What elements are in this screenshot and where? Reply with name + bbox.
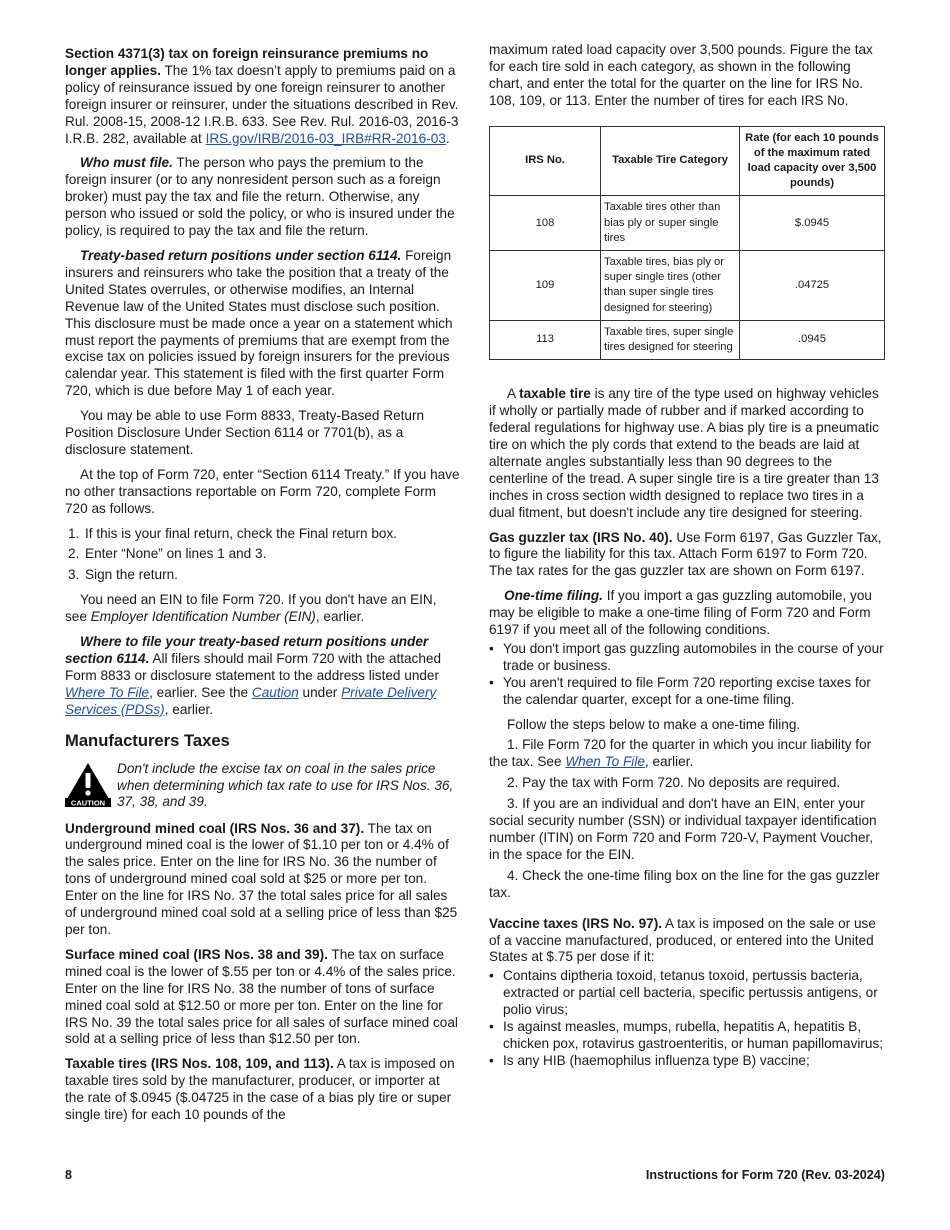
list-item: 2. Enter “None” on lines 1 and 3. bbox=[68, 546, 267, 562]
where-to-file-heading: Where to file your treaty-based return positions under section 6114. bbox=[65, 634, 429, 666]
caution-box bbox=[65, 761, 461, 812]
table-row: 108 Taxable tires other than bias ply or super single tires $.0945 bbox=[490, 196, 885, 251]
reinsurance-paragraph: Section 4371(3) tax on foreign reinsurance premiums no longer applies. The 1% tax doesn’t apply to premiums paid on a policy of reinsurance issued by one foreign reinsurer to another foreign insurer or reinsurer, under the situations described in Rev. Rul. 2008-15, 2008-12 I.R.B. 633. See Rev. Rul. 2016-03, 2016-3 I.R.B. 282, available at IRS.gov/IRB/2016-03_IRB#RR-2016-03. bbox=[65, 46, 459, 146]
taxable-tire-definition: A taxable tire is any tire of the type used on highway vehicles if wholly or partially made of rubber and if marked according to federal regulations for highway use. A bias ply tire is a pneumatic tire on which the ply cords that extend to the beads are laid at alternate angles substantially less than 90 degrees to the centerline of the tread. A super single tire is a tire greater than 13 inches in cross section width designed to replace two tires in a dual fitment, but doesn't include any tire designed for steering. bbox=[489, 386, 879, 520]
pds-link[interactable]: Private Delivery Services (PDSs) bbox=[65, 684, 437, 717]
caution-link[interactable]: Caution bbox=[251, 684, 299, 700]
list-item: 3. Sign the return. bbox=[68, 567, 178, 583]
table-header-row bbox=[490, 126, 885, 196]
page-number: 8 bbox=[65, 1168, 73, 1182]
where-to-file-link[interactable]: Where To File bbox=[65, 684, 150, 700]
who-must-file-heading: Who must file. bbox=[80, 155, 173, 171]
table-header: Taxable Tire Category bbox=[601, 126, 740, 196]
surface-coal-heading: Surface mined coal (IRS Nos. 38 and 39). bbox=[65, 946, 328, 962]
list-item: • You don't import gas guzzling automobiles in the course of your trade or business. bbox=[489, 640, 884, 673]
when-to-file-link[interactable]: When To File bbox=[565, 754, 645, 770]
one-time-step-2: 2. Pay the tax with Form 720. No deposits are required. bbox=[507, 775, 841, 791]
who-must-file-paragraph: Who must file. The person who pays the premium to the foreign insurer (or to any nonresident person such as a foreign broker) must pay the tax and file the return. Otherwise, any person who issued or sold the policy, or who is insured under the policy, is required to pay the tax and file the return. bbox=[65, 155, 455, 239]
tire-rate-paragraph: maximum rated load capacity over 3,500 pounds. Figure the tax for each tire sold in each category, as shown in the following chart, and enter the total for the quarter on the line for IRS No. 108, 109, or 113. Enter the number of tires for each IRS No. bbox=[489, 42, 873, 108]
taxable-tires-paragraph: Taxable tires (IRS Nos. 108, 109, and 113). A tax is imposed on taxable tires sold by the manufacturer, producer, or importer at the rate of $.0945 ($.04725 in the case of a bias ply tire or super single tire) for each 10 pounds of the bbox=[65, 1056, 455, 1123]
list-item: • You aren't required to file Form 720 reporting excise taxes for the calendar quarter, except for a one-time filing. bbox=[489, 674, 871, 707]
one-time-step-1: 1. File Form 720 for the quarter in which you incur liability for the tax. See When To File, earlier. bbox=[489, 737, 872, 770]
treaty-paragraph: Treaty-based return positions under section 6114. Foreign insurers and reinsurers who take the position that a treaty of the United States overrules, or otherwise modifies, an Internal Revenue law of the United States must disclose such position. This disclosure must be made once a year on a statement which must report the payments of premiums that are exempt from the excise tax on policies issued by foreign insurers for the previous calendar year. This statement is filed with the first quarter Form 720, which is due before May 1 of each year. bbox=[65, 247, 453, 399]
treaty-heading: Treaty-based return positions under section 6114. bbox=[80, 247, 402, 263]
gas-guzzler-paragraph: Gas guzzler tax (IRS No. 40). Use Form 6197, Gas Guzzler Tax, to figure the liability for this tax. Attach Form 6197 to Form 720. The tax rates for the gas guzzler tax are shown on Form 6197. bbox=[489, 529, 882, 579]
underground-coal-paragraph: Underground mined coal (IRS Nos. 36 and 37). The tax on underground mined coal is the lower of $1.10 per ton or 4.4% of the sales price. Enter on the line for IRS No. 36 the number of tons of underground mined coal sold at $25 or more per ton. Enter on the line for IRS No. 37 the total sales price for all sales of underground mined coal sold at a selling price of less than $25 per ton. bbox=[65, 820, 458, 937]
tire-rates-table bbox=[489, 126, 885, 361]
one-time-step-4: 4. Check the one-time filing box on the line for the gas guzzler tax. bbox=[489, 867, 880, 900]
surface-coal-paragraph: Surface mined coal (IRS Nos. 38 and 39). The tax on surface mined coal is the lower of $.55 per ton or 4.4% of the sales price. Enter on the line for IRS No. 38 the number of tons of surface mined coal sold at $12.50 or more per ton. Enter on the line for IRS No. 39 the total sales price for all sales of surface mined coal sold at a selling price of less than $12.50 per ton. bbox=[65, 946, 458, 1047]
table-header: Rate (for each 10 pounds of the maximum rated load capacity over 3,500 pounds) bbox=[740, 126, 885, 196]
list-item: 1. If this is your final return, check the Final return box. bbox=[68, 525, 398, 541]
list-item: • Is any HIB (haemophilus influenza type B) vaccine; bbox=[489, 1052, 810, 1068]
form-8833-paragraph: You may be able to use Form 8833, Treaty-Based Return Position Disclosure Under Section 6114 or 7701(b), as a disclosure statement. bbox=[65, 408, 425, 457]
list-item: • Is against measles, mumps, rubella, hepatitis A, hepatitis B, chicken pox, rotavirus gastroenteritis, or human papillomavirus; bbox=[489, 1019, 884, 1051]
footer-form-title: Instructions for Form 720 (Rev. 03-2024) bbox=[645, 1168, 885, 1182]
one-time-steps-intro: Follow the steps below to make a one-time filing. bbox=[507, 716, 801, 732]
taxable-tires-heading: Taxable tires (IRS Nos. 108, 109, and 113). bbox=[65, 1056, 334, 1072]
one-time-step-3: 3. If you are an individual and don't have an EIN, enter your social security number (SSN) or individual taxpayer identification number (ITIN) on Form 720 and Form 720-V, Payment Voucher, in the space for the EIN. bbox=[489, 796, 877, 862]
irb-link[interactable]: IRS.gov/IRB/2016-03_IRB#RR-2016-03 bbox=[205, 130, 446, 146]
underground-coal-heading: Underground mined coal (IRS Nos. 36 and 37). bbox=[65, 820, 365, 836]
table-header: IRS No. bbox=[490, 126, 601, 196]
treaty-steps-list bbox=[65, 526, 461, 585]
section-6114-paragraph: At the top of Form 720, enter “Section 6114 Treaty.” If you have no other transactions reportable on Form 720, complete Form 720 as follows. bbox=[65, 466, 460, 516]
where-to-file-paragraph: Where to file your treaty-based return positions under section 6114. All filers should mail Form 720 with the attached Form 8833 or disclosure statement to the address listed under Where To File, earlier. See the Caution under Private Delivery Services (PDSs), earlier. bbox=[65, 634, 442, 717]
vaccine-paragraph: Vaccine taxes (IRS No. 97). A tax is imposed on the sale or use of a vaccine manufactured, produced, or entered into the United States at $.75 per dose if it: bbox=[489, 915, 876, 965]
right-column bbox=[489, 42, 886, 1070]
ein-paragraph: You need an EIN to file Form 720. If you don't have an EIN, see Employer Identification Number (EIN), earlier. bbox=[65, 592, 437, 625]
svg-text:CAUTION: CAUTION bbox=[70, 798, 106, 807]
reinsurance-heading: Section 4371(3) tax on foreign reinsurance premiums no longer applies. bbox=[65, 46, 429, 78]
left-column bbox=[65, 46, 461, 1132]
gas-guzzler-heading: Gas guzzler tax (IRS No. 40). bbox=[489, 529, 673, 545]
table-row: 109 Taxable tires, bias ply or super single tires (other than super single tires designed for steering) .04725 bbox=[490, 251, 885, 321]
vaccine-heading: Vaccine taxes (IRS No. 97). bbox=[489, 915, 663, 931]
table-row: 113 Taxable tires, super single tires designed for steering .0945 bbox=[490, 320, 885, 359]
list-item: • Contains diptheria toxoid, tetanus toxoid, pertussis bacteria, extracted or partial cell bacteria, specific pertussis antigens, or polio virus; bbox=[489, 968, 878, 1018]
one-time-filing-heading: One-time filing. bbox=[504, 588, 603, 604]
caution-icon bbox=[65, 761, 111, 812]
caution-text: Don't include the excise tax on coal in the sales price when determining which tax rate to use for IRS Nos. 36, 37, 38, and 39. bbox=[117, 760, 454, 810]
section-title: Manufacturers Taxes bbox=[65, 730, 230, 750]
one-time-filing-paragraph: One-time filing. If you import a gas guzzling automobile, you may be eligible to make a one-time filing of Form 720 and Form 6197 if you meet all of the following conditions. bbox=[489, 588, 872, 638]
